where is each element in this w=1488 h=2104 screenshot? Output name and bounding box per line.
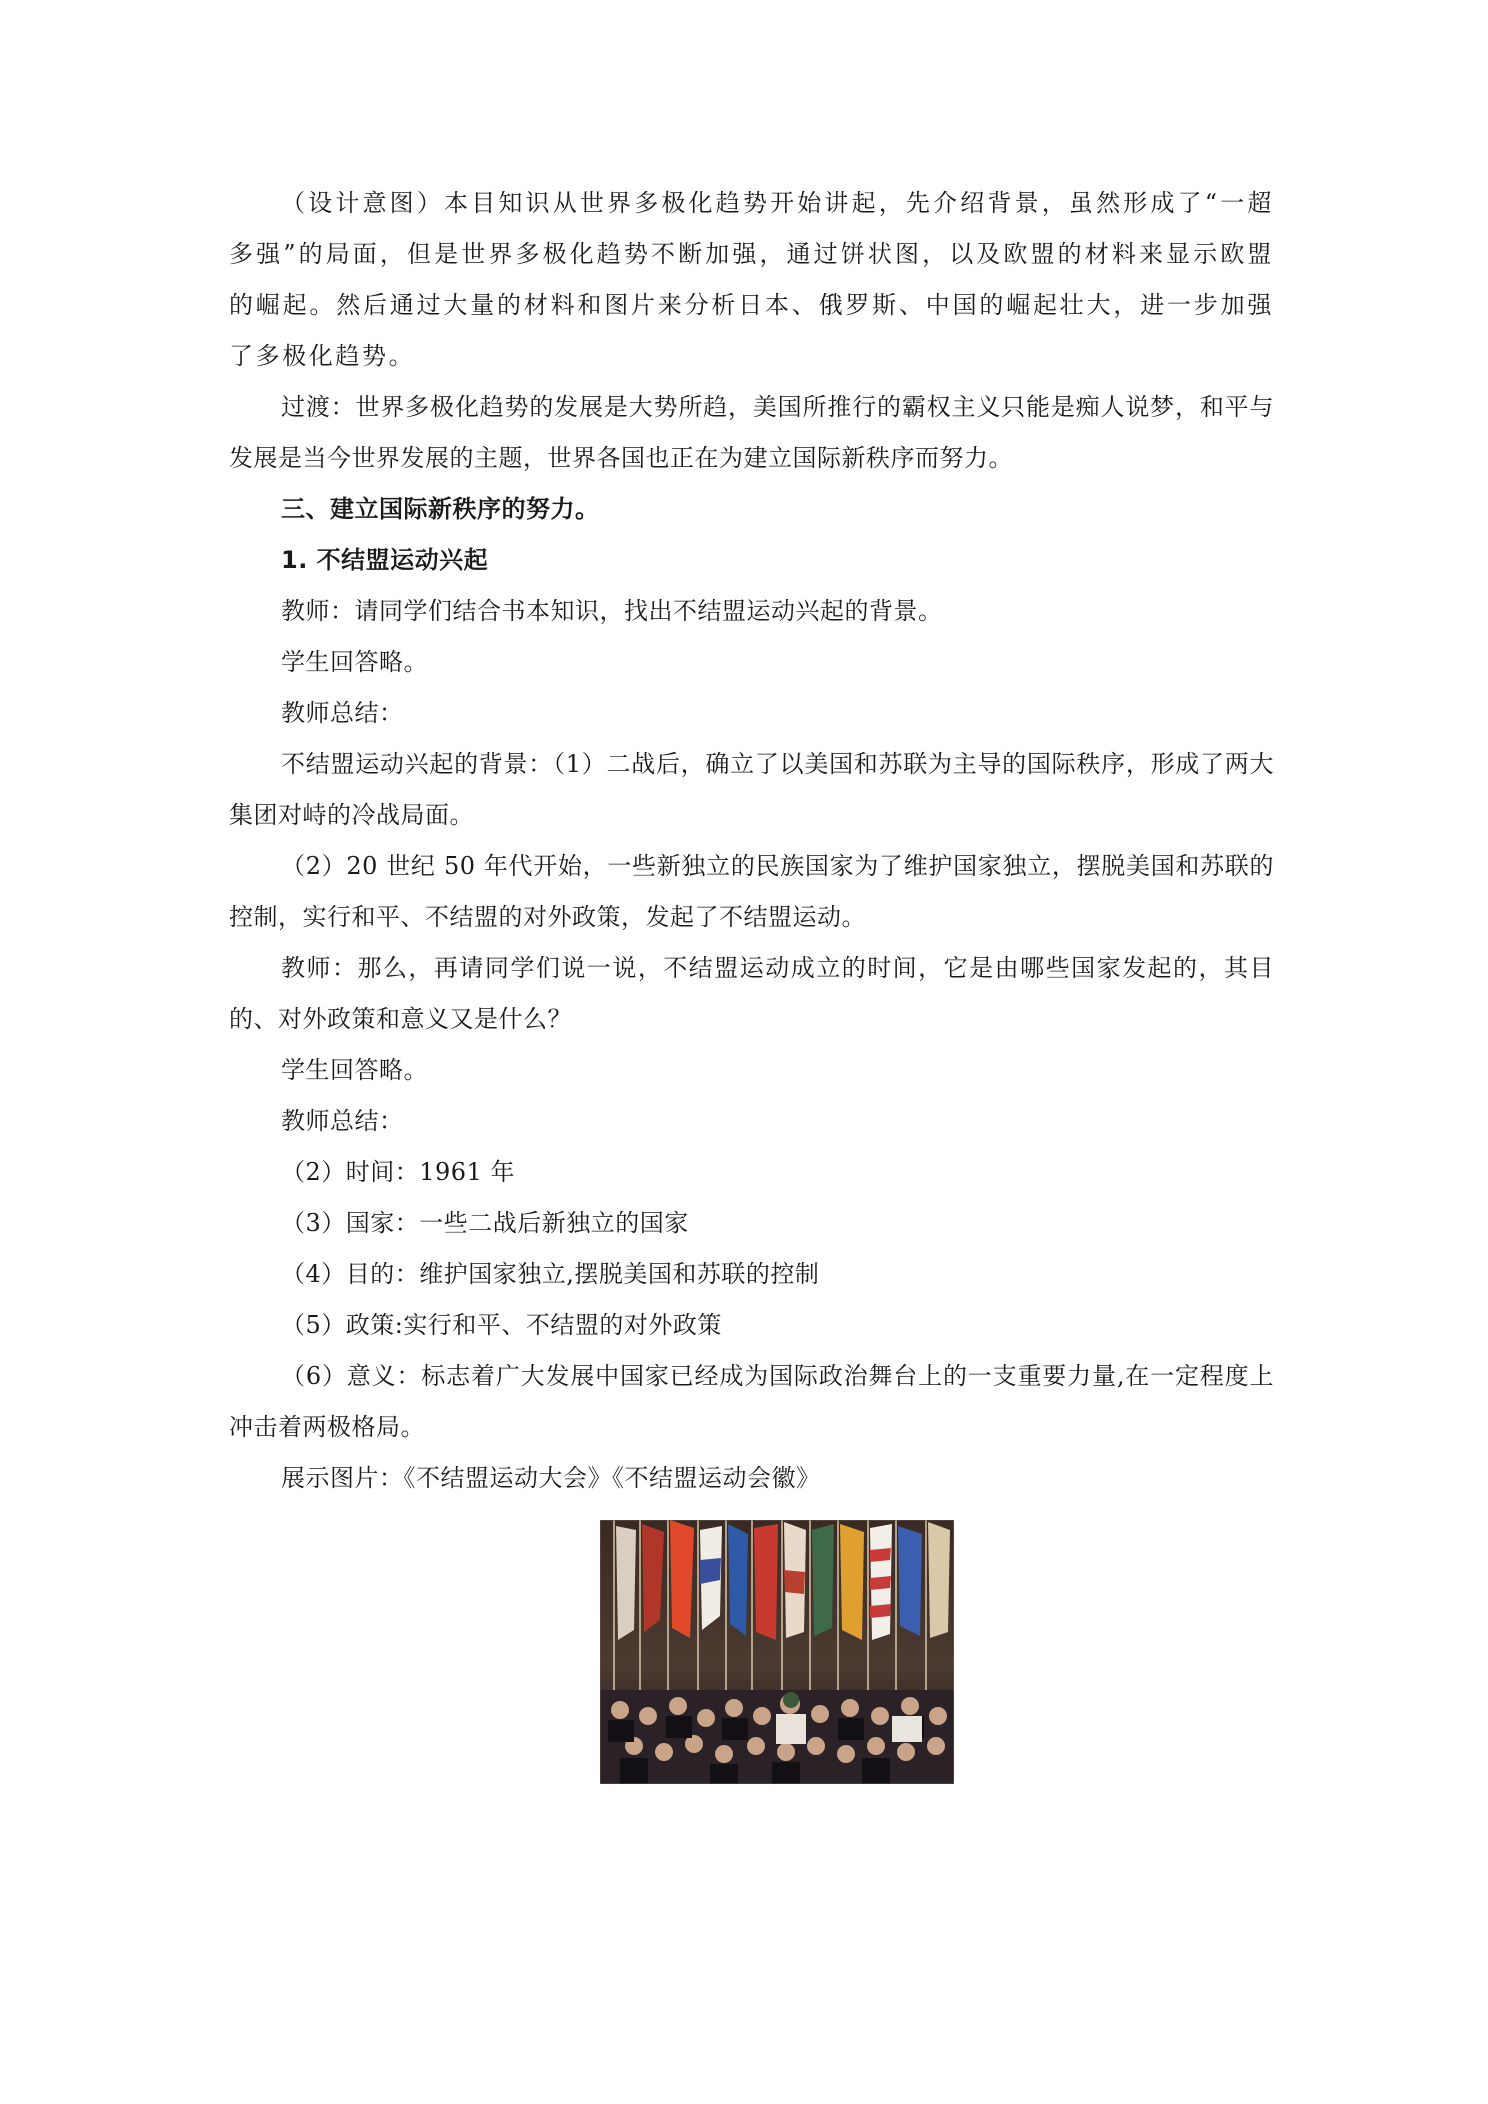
background-paragraph-2: （2）20 世纪 50 年代开始，一些新独立的民族国家为了维护国家独立，摆脱美国和苏联的控制，实行和平、不结盟的对外政策，发起了不结盟运动。 — [229, 852, 1274, 931]
list-item-meaning: （6）意义：标志着广大发展中国家已经成为国际政治舞台上的一支重要力量,在一定程度上冲击着两极格局。 — [229, 1362, 1274, 1441]
list-item-country: （3）国家：一些二战后新独立的国家 — [281, 1209, 689, 1237]
teacher-summary-1: 教师总结： — [281, 699, 404, 727]
subsection-heading: 1. 不结盟运动兴起 — [281, 546, 489, 574]
teacher-question-2: 教师：那么，再请同学们说一说，不结盟运动成立的时间，它是由哪些国家发起的，其目的、对外政策和意义又是什么？ — [229, 954, 1274, 1033]
list-item-purpose: （4）目的：维护国家独立,摆脱美国和苏联的控制 — [281, 1260, 820, 1288]
student-answer-1: 学生回答略。 — [281, 648, 428, 676]
document-body — [229, 178, 1274, 1504]
background-paragraph-1: 不结盟运动兴起的背景：（1）二战后，确立了以美国和苏联为主导的国际秩序，形成了两大集团对峙的冷战局面。 — [229, 750, 1274, 829]
student-answer-2: 学生回答略。 — [281, 1056, 428, 1084]
teacher-summary-2: 教师总结： — [281, 1107, 404, 1135]
show-pictures-line: 展示图片：《不结盟运动大会》《不结盟运动会徽》 — [281, 1464, 821, 1492]
list-item-policy: （5）政策:实行和平、不结盟的对外政策 — [281, 1311, 722, 1339]
teacher-question-1: 教师：请同学们结合书本知识，找出不结盟运动兴起的背景。 — [281, 597, 943, 625]
conference-photo — [600, 1520, 954, 1784]
transition-paragraph: 过渡：世界多极化趋势的发展是大势所趋，美国所推行的霸权主义只能是痴人说梦，和平与发展是当今世界发展的主题，世界各国也正在为建立国际新秩序而努力。 — [229, 393, 1274, 472]
conference-photo-flags-icon — [600, 1520, 954, 1784]
design-intent-paragraph: （设计意图）本目知识从世界多极化趋势开始讲起，先介绍背景，虽然形成了“一超多强”的局面，但是世界多极化趋势不断加强，通过饼状图，以及欧盟的材料来显示欧盟的崛起。然后通过大量的材料和图片来分析日本、俄罗斯、中国的崛起壮大，进一步加强了多极化趋势。 — [229, 189, 1274, 370]
list-item-time: （2）时间：1961 年 — [281, 1158, 515, 1186]
section-heading: 三、建立国际新秩序的努力。 — [281, 495, 600, 523]
